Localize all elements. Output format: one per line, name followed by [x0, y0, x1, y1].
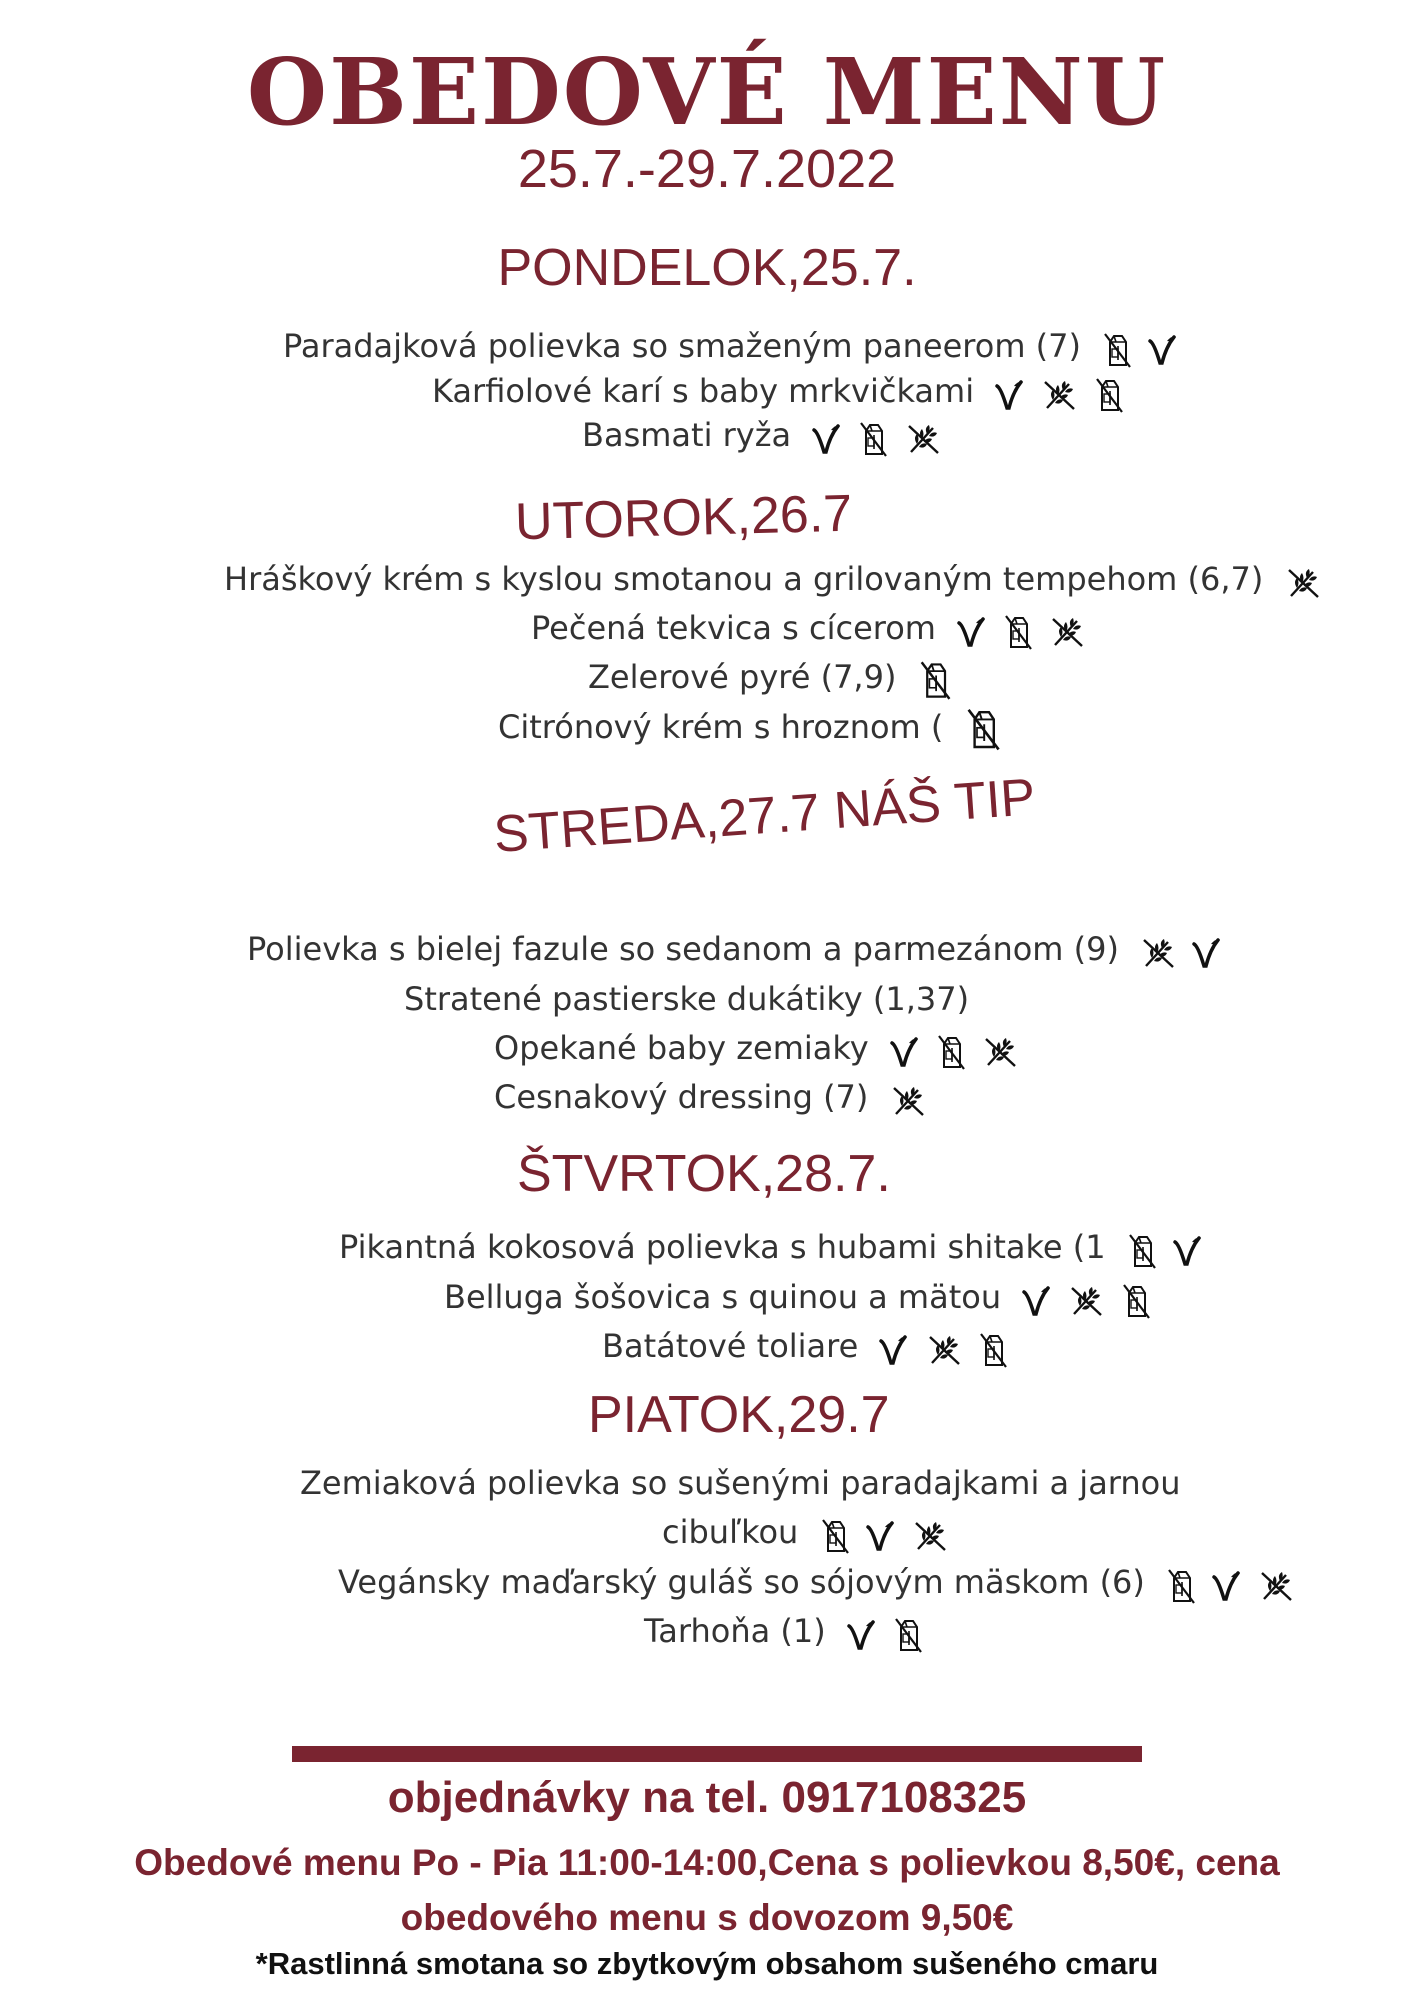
gluten-free-icon: [1285, 566, 1321, 600]
vegan-icon: [890, 1035, 920, 1069]
menu-item: [644, 1612, 926, 1653]
menu-item-text: Zemiaková polievka so sušenými paradajkami a jarnou: [300, 1464, 1181, 1502]
lactose-free-icon: [893, 1617, 923, 1653]
menu-item-text: Batátové toliare: [602, 1327, 859, 1365]
menu-item: [404, 980, 969, 1018]
menu-item: [338, 1563, 1297, 1604]
menu-item: [494, 1078, 929, 1118]
day-heading-thursday: ŠTVRTOK,28.7.: [517, 1145, 891, 1203]
menu-item: [498, 707, 1004, 751]
gluten-free-icon: [1258, 1569, 1294, 1603]
menu-hours-price: Obedové menu Po - Pia 11:00-14:00,Cena s polievkou 8,50€, cena: [134, 1842, 1280, 1883]
menu-item: [224, 560, 1324, 600]
vegan-icon: [957, 615, 987, 649]
menu-item: [300, 1464, 1181, 1502]
lactose-free-icon: [936, 1034, 966, 1070]
lactose-free-icon: [820, 1518, 850, 1554]
menu-item: [602, 1327, 1011, 1368]
vegan-icon: [847, 1618, 877, 1652]
menu-item-text: Citrónový krém s hroznom (: [498, 708, 944, 746]
menu-item-text: Cesnakový dressing (7): [494, 1078, 869, 1116]
menu-item-text: Zelerové pyré (7,9): [588, 658, 897, 696]
gluten-free-icon: [1068, 1284, 1104, 1318]
lactose-free-icon: [965, 707, 1001, 751]
menu-item: [531, 609, 1088, 650]
date-range: 25.7.-29.7.2022: [517, 139, 897, 199]
menu-item: [494, 1029, 1021, 1070]
menu-item-text: Opekané baby zemiaky: [494, 1029, 869, 1067]
vegan-icon: [1022, 1284, 1052, 1318]
menu-item: [247, 930, 1225, 970]
gluten-free-icon: [1049, 615, 1085, 649]
lactose-free-icon: [918, 660, 952, 700]
menu-item: [339, 1228, 1206, 1269]
vegan-icon: [1173, 1234, 1203, 1268]
delivery-price: obedového menu s dovozom 9,50€: [400, 1897, 1014, 1938]
vegan-icon: [1148, 333, 1178, 367]
lactose-free-icon: [1102, 332, 1132, 368]
lactose-free-icon: [1127, 1233, 1157, 1269]
day-heading-wednesday: STREDA,27.7 NÁŠ TIP: [491, 768, 1038, 864]
vegan-icon: [1192, 936, 1222, 970]
gluten-free-icon: [926, 1333, 962, 1367]
lactose-free-icon: [858, 421, 888, 457]
day-heading-tuesday: UTOROK,26.7: [514, 484, 853, 552]
lactose-free-icon: [1166, 1568, 1196, 1604]
menu-item-text: Vegánsky maďarský guláš so sójovým mäskom (6): [338, 1563, 1145, 1601]
vegan-icon: [879, 1333, 909, 1367]
menu-item-text: Karfiolové karí s baby mrkvičkami: [432, 372, 975, 410]
gluten-free-icon: [1041, 378, 1077, 412]
menu-item: [662, 1513, 951, 1554]
order-contact: objednávky na tel. 0917108325: [387, 1773, 1027, 1822]
lactose-free-icon: [978, 1332, 1008, 1368]
vegan-icon: [1212, 1569, 1242, 1603]
vegan-icon: [866, 1519, 896, 1553]
menu-item: [444, 1278, 1154, 1319]
menu-item-text: Stratené pastierske dukátiky (1,37): [404, 980, 970, 1018]
menu-item-text: cibuľkou: [662, 1513, 799, 1551]
menu-item-text: Belluga šošovica s quinou a mätou: [444, 1278, 1002, 1316]
gluten-free-icon: [905, 422, 941, 456]
gluten-free-icon: [912, 1519, 948, 1553]
menu-item-text: Basmati ryža: [582, 416, 792, 454]
gluten-free-icon: [982, 1035, 1018, 1069]
vegan-icon: [995, 378, 1025, 412]
page-title: OBEDOVÉ MENU: [246, 38, 1168, 146]
menu-item: [588, 658, 955, 700]
lactose-free-icon: [1121, 1283, 1151, 1319]
day-heading-friday: PIATOK,29.7: [588, 1386, 890, 1444]
gluten-free-icon: [890, 1084, 926, 1118]
lactose-free-icon: [1094, 377, 1124, 413]
lactose-free-icon: [1003, 614, 1033, 650]
menu-item-text: Tarhoňa (1): [644, 1612, 826, 1650]
menu-item-text: Polievka s bielej fazule so sedanom a parmezánom (9): [247, 930, 1119, 968]
footnote: *Rastlinná smotana so zbytkovým obsahom sušeného cmaru: [255, 1946, 1159, 1981]
menu-item: [283, 327, 1181, 368]
menu-item-text: Paradajková polievka so smaženým paneerom (7): [283, 327, 1081, 365]
menu-item: [432, 372, 1127, 413]
vegan-icon: [812, 422, 842, 456]
menu-item-text: Pikantná kokosová polievka s hubami shitake (1: [339, 1228, 1106, 1266]
divider-bar: [292, 1746, 1142, 1762]
menu-item-text: Pečená tekvica s cícerom: [531, 609, 936, 647]
day-heading-monday: PONDELOK,25.7.: [497, 239, 917, 297]
menu-item-text: Hráškový krém s kyslou smotanou a grilovaným tempehom (6,7): [224, 560, 1264, 598]
gluten-free-icon: [1140, 936, 1176, 970]
menu-item: [582, 416, 944, 457]
